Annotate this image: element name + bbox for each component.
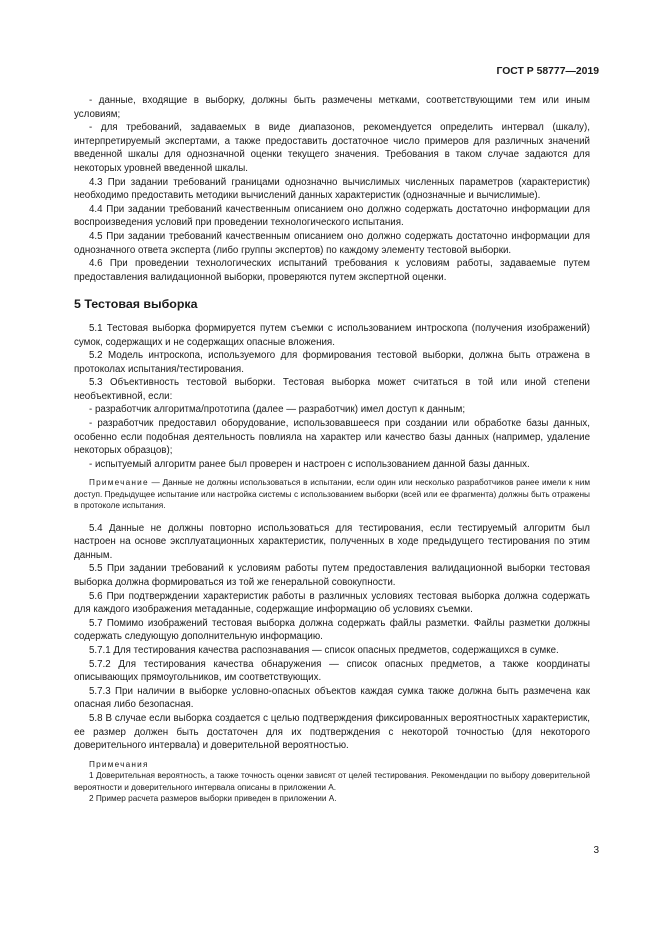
note-block	[74, 477, 590, 511]
paragraph: 1 Доверительная вероятность, а также точность оценки зависят от целей тестирования. Рекомендации по выбору доверительной вероятности и доверительного интервала описаны в приложении А.	[74, 771, 590, 792]
paragraph: 5.7.2 Для тестирования качества обнаружения — список опасных предметов, а также координаты описывающих прямоугольников, им соответствующих.	[74, 658, 590, 684]
document-body	[74, 94, 590, 804]
note-label: Примечание	[89, 478, 149, 488]
paragraph: 5.5 При задании требований к условиям работы путем предоставления валидационной выборки тестовая выборка должна формироваться из той же генеральной совокупности.	[74, 563, 590, 589]
intro-section	[74, 94, 590, 284]
paragraph: 4.4 При задании требований качественным описанием оно должно содержать достаточно информации для воспроизведения условий при проведении технологического испытания.	[74, 203, 590, 229]
note-text: — Данные не должны использоваться в испытании, если один или несколько разработчиков ранее имели к ним доступ. Предыдущее испытание или настройка системы с использованием выборки (всей или ее фрагмента) должны быть отражены в протоколе испытания.	[74, 478, 590, 511]
paragraph: - разработчик алгоритма/прототипа (далее — разработчик) имел доступ к данным;	[89, 404, 466, 416]
paragraph: 4.5 При задании требований качественным описанием оно должно содержать достаточно информации для однозначного ответа эксперта (либо группы экспертов) по каждому элементу тестовой выборки.	[74, 230, 590, 256]
paragraph: - данные, входящие в выборку, должны быть размечены метками, соответствующими тем или иным условиям;	[74, 95, 590, 120]
section5-paragraphs-a	[74, 322, 590, 472]
paragraph: 5.2 Модель интроскопа, используемого для формирования тестовой выборки, должна быть отражена в протоколах испытания/тестирования.	[74, 350, 590, 375]
paragraph: 5.7.1 Для тестирования качества распознавания — список опасных предметов, содержащихся в сумке.	[89, 645, 559, 656]
paragraph: - для требований, задаваемых в виде диапазонов, рекомендуется определить интервал (шкалу), интерпретируемый экспертами, а также предоставить достаточное число примеров для различных значений введенной шкалы для однозначной оценки текущего значения. Требования в таком случае задаются для некоторых уровней введенной шкалы.	[74, 122, 590, 174]
paragraph: - разработчик предоставил оборудование, использовавшееся при создании или обработке базы данных, особенно если подобная деятельность повлияла на характер или качество базы данных (например, удаление некоторых образцов);	[74, 418, 590, 457]
section5-paragraphs-b	[74, 522, 590, 753]
paragraph: 4.6 При проведении технологических испытаний требования к условиям работы, задаваемые путем предоставления валидационной выборки, проверяются путем экспертной оценки.	[74, 258, 590, 283]
paragraph: 5.6 При подтверждении характеристик работы в различных условиях тестовая выборка должна содержать для каждого изображения метаданные, содержащие информацию об условиях съемки.	[74, 590, 590, 616]
paragraph: 5.8 В случае если выборка создается с целью подтверждения фиксированных вероятностных характеристик, ее размер должен быть достаточен для их подтверждения с некоторой точностью (для некоторого доверительного интервала) и доверительной вероятностью.	[74, 712, 590, 752]
section-heading: 5 Тестовая выборка	[74, 297, 198, 312]
paragraph: 5.1 Тестовая выборка формируется путем съемки с использованием интроскопа (получения изображений) сумок, содержащих и не содержащих опасные вложения.	[74, 322, 590, 348]
page-number: 3	[593, 845, 599, 856]
paragraph: 5.3 Объективность тестовой выборки. Тестовая выборка может считаться в той или иной степени необъективной, если:	[74, 377, 590, 402]
paragraph: 4.3 При задании требований границами однозначно вычислимых численных параметров (характеристик) необходимо предоставить методики вычислений данных характеристик (однозначные и вычислимые).	[74, 176, 590, 202]
notes-title: Примечания	[89, 759, 149, 769]
paragraph: 2 Пример расчета размеров выборки приведен в приложении А.	[89, 793, 337, 803]
paragraph: 5.7.3 При наличии в выборке условно-опасных объектов каждая сумка также должна быть размечена как опасная либо безопасная.	[74, 685, 590, 711]
paragraph: 5.4 Данные не должны повторно использоваться для тестирования, если тестируемый алгоритм был настроен на основе эксплуатационных характеристик, полученных в ходе предыдущего тестирования по этим данным.	[74, 522, 590, 561]
standard-header: ГОСТ Р 58777—2019	[496, 66, 599, 77]
notes-list	[74, 770, 590, 804]
paragraph: - испытуемый алгоритм ранее был проверен и настроен с использованием данной базы данных.	[89, 458, 530, 470]
paragraph: 5.7 Помимо изображений тестовая выборка должна содержать файлы разметки. Файлы разметки должны содержать следующую дополнительную информацию.	[74, 617, 590, 643]
